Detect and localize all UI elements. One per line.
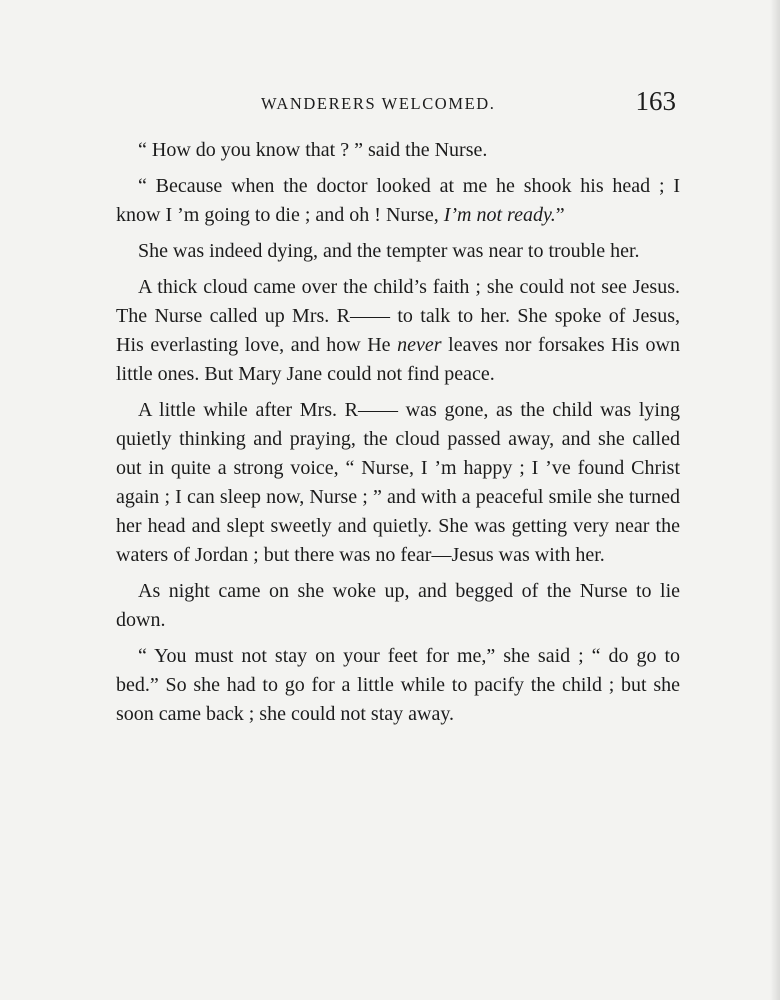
page-header <box>116 86 680 126</box>
paragraph-text: A little while after Mrs. R—— was gone, as the child was lying quietly thinking and praying, the cloud passed away, and she called out in quite a strong voice, “ Nurse, I ’m happy ; I ’ve found Christ again ; I can sleep now, Nurse ; ” and with a peaceful smile she turned her head and slept sweetly and quietly. She was getting very near the waters of Jordan ; but there was no fear—Jesus was with her. <box>116 399 680 566</box>
paragraph-text: As night came on she woke up, and begged of the Nurse to lie down. <box>116 580 680 631</box>
paragraph-stay-away <box>116 642 680 729</box>
paragraph-text: ” <box>555 204 565 226</box>
running-head: WANDERERS WELCOMED. <box>261 94 496 113</box>
paragraph-text: A thick cloud came over the child’s faith ; she could not see Jesus. The Nurse called up Mrs. R—— to talk to her. She spoke of Jesus, His everlasting love, and how He <box>116 276 680 356</box>
paragraph-night <box>116 577 680 635</box>
italic-text: I’m not ready. <box>443 204 556 226</box>
page-edge-shadow <box>770 0 780 1000</box>
paragraph-dying <box>116 237 680 266</box>
paragraph-text: leaves nor forsakes His own little ones. But Mary Jane could not find peace. <box>116 334 681 385</box>
paragraph-doctor <box>116 172 680 230</box>
paragraph-text: She was indeed dying, and the tempter was near to trouble her. <box>138 240 640 262</box>
paragraph-text: “ How do you know that ? ” said the Nurse. <box>138 139 488 161</box>
paragraph-text: “ You must not stay on your feet for me,” she said ; “ do go to bed.” So she had to go for a little while to pacify the child ; but she soon came back ; she could not stay away. <box>116 645 680 725</box>
body-text <box>116 136 680 736</box>
paragraph-text: “ Because when the doctor looked at me he shook his head ; I know I ’m going to die ; and oh ! Nurse, <box>116 175 680 226</box>
paragraph-nurse-question <box>116 136 680 165</box>
paragraph-cloud <box>116 273 680 389</box>
italic-text: never <box>397 334 442 356</box>
paragraph-happy <box>116 396 680 570</box>
page-number: 163 <box>635 86 676 116</box>
